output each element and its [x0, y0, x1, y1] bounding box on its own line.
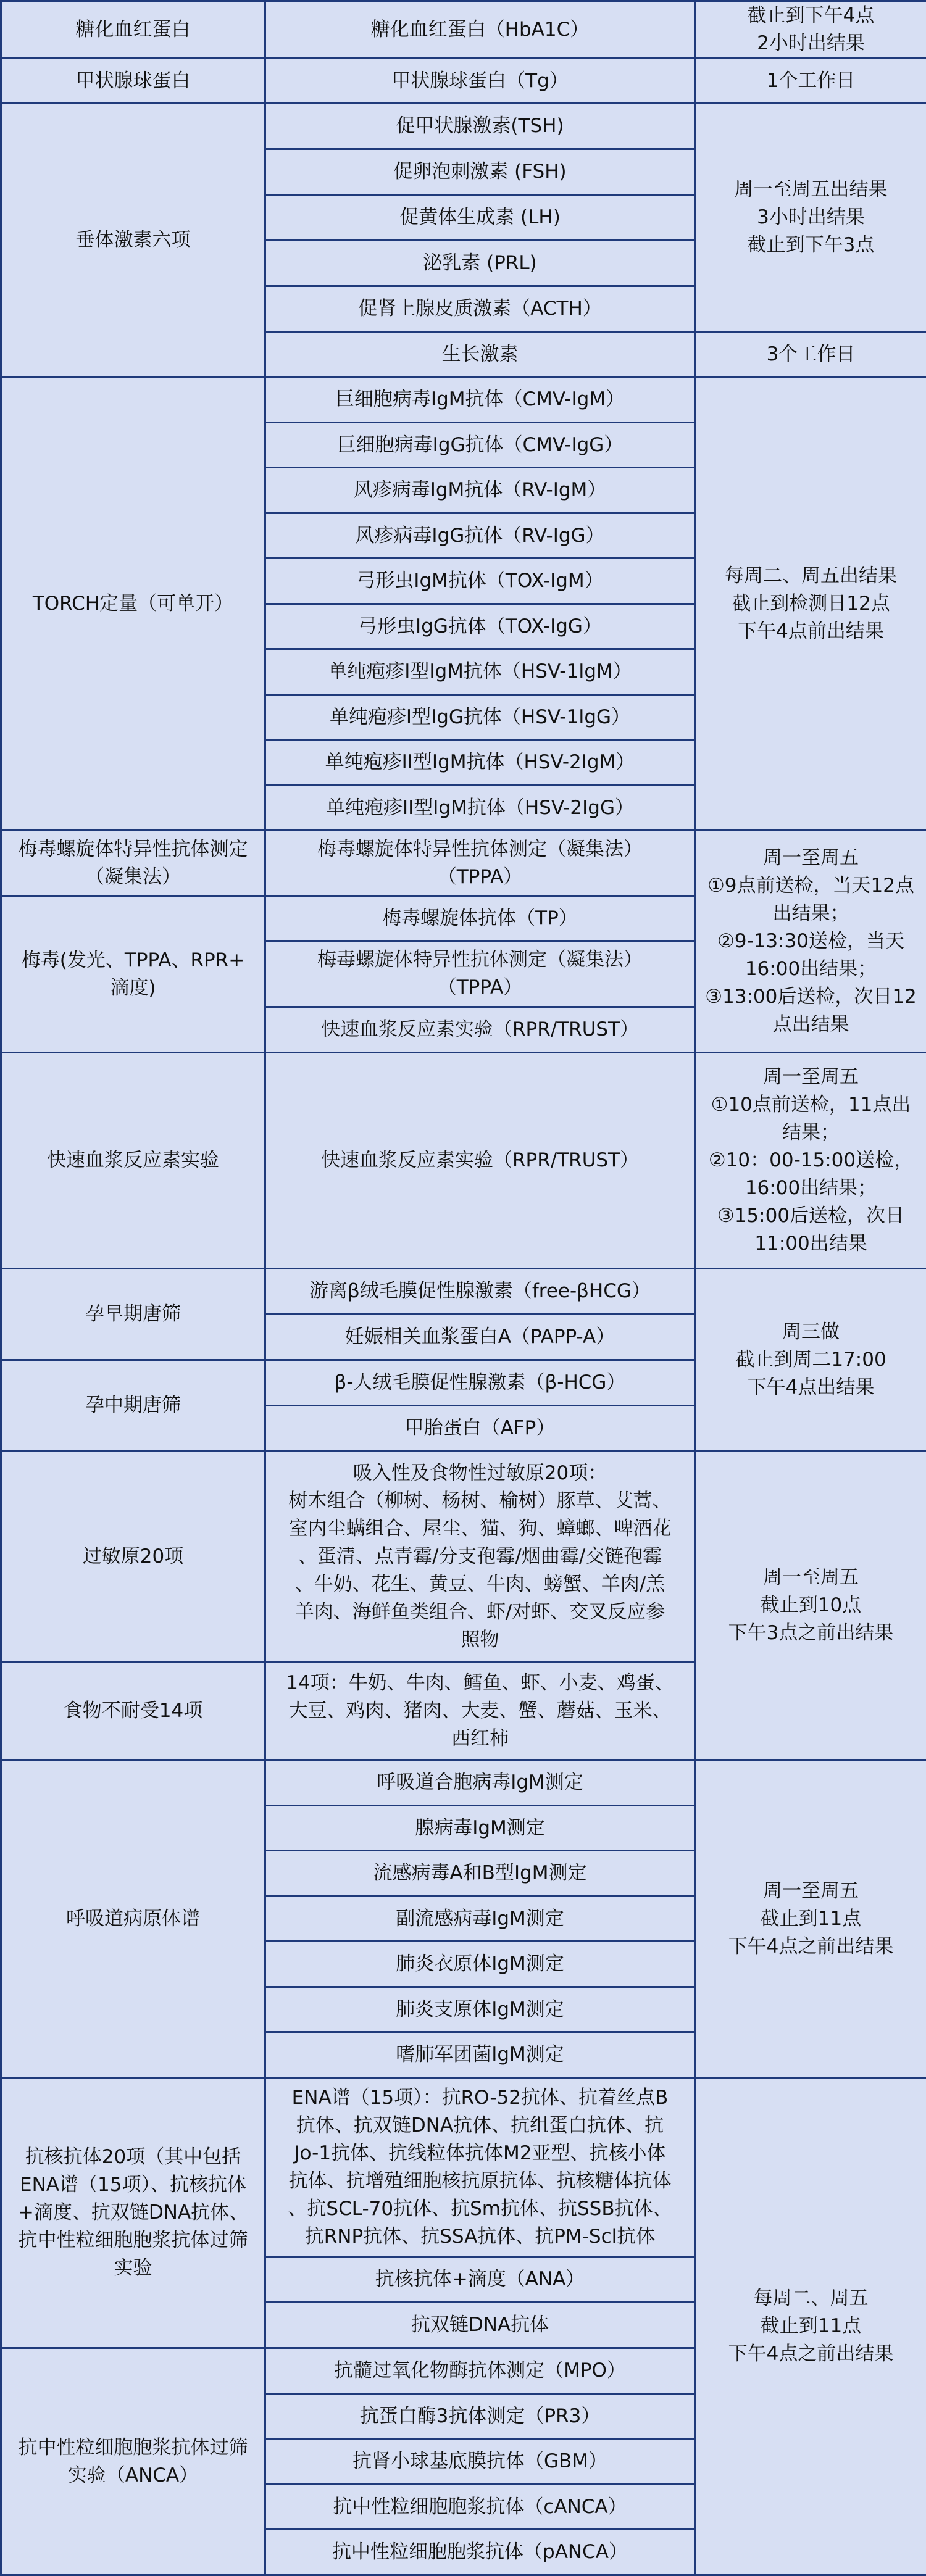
item-cell: 巨细胞病毒IgG抗体（CMV-IgG）: [265, 423, 695, 468]
item-cell: 抗中性粒细胞胞浆抗体（cANCA）: [265, 2485, 695, 2530]
item-cell: 甲胎蛋白（AFP）: [265, 1406, 695, 1452]
time-cell: 1个工作日: [695, 59, 926, 104]
item-cell: 副流感病毒IgM测定: [265, 1897, 695, 1942]
item-cell: 促肾上腺皮质激素（ACTH）: [265, 286, 695, 332]
item-cell: 抗核抗体+滴度（ANA）: [265, 2257, 695, 2303]
item-cell: 抗中性粒细胞胞浆抗体（pANCA）: [265, 2530, 695, 2575]
category-cell: 食物不耐受14项: [1, 1663, 265, 1760]
item-cell: 糖化血红蛋白（HbA1C）: [265, 1, 695, 59]
category-cell: 抗中性粒细胞胞浆抗体过筛 实验（ANCA）: [1, 2348, 265, 2575]
item-cell: 泌乳素 (PRL): [265, 241, 695, 286]
time-cell: 周三做 截止到周二17:00 下午4点出结果: [695, 1269, 926, 1452]
table-row: [1, 377, 926, 423]
item-cell: 嗜肺军团菌IgM测定: [265, 2032, 695, 2078]
item-cell: 游离β绒毛膜促性腺激素（free-βHCG）: [265, 1269, 695, 1315]
item-cell: 促卵泡刺激素 (FSH): [265, 149, 695, 195]
item-cell: 单纯疱疹II型IgM抗体（HSV-2IgM）: [265, 740, 695, 786]
table-row: [1, 1760, 926, 1806]
item-cell: 巨细胞病毒IgM抗体（CMV-IgM）: [265, 377, 695, 423]
category-cell: 甲状腺球蛋白: [1, 59, 265, 104]
item-cell: 抗肾小球基底膜抗体（GBM）: [265, 2439, 695, 2485]
time-cell: 每周二、周五出结果 截止到检测日12点 下午4点前出结果: [695, 377, 926, 831]
category-cell: 糖化血红蛋白: [1, 1, 265, 59]
category-cell: 快速血浆反应素实验: [1, 1053, 265, 1269]
time-cell: 每周二、周五 截止到11点 下午4点之前出结果: [695, 2078, 926, 2575]
time-cell: 周一至周五 截止到10点 下午3点之前出结果: [695, 1452, 926, 1760]
item-cell: 单纯疱疹I型IgM抗体（HSV-1IgM）: [265, 649, 695, 695]
time-cell: 截止到下午4点 2小时出结果: [695, 1, 926, 59]
table-row: [1, 104, 926, 149]
item-cell: 甲状腺球蛋白（Tg）: [265, 59, 695, 104]
table-row: [1, 59, 926, 104]
item-cell: 抗双链DNA抗体: [265, 2303, 695, 2348]
item-cell: 快速血浆反应素实验（RPR/TRUST）: [265, 1007, 695, 1053]
time-cell: 周一至周五 ①10点前送检，11点出 结果； ②10：00-15:00送检， 16:00出结果； ③15:00后送检，次日 11:00出结果: [695, 1053, 926, 1269]
time-cell: 周一至周五出结果 3小时出结果 截止到下午3点: [695, 104, 926, 332]
item-cell: 14项：牛奶、牛肉、鳕鱼、虾、小麦、鸡蛋、 大豆、鸡肉、猪肉、大麦、蟹、蘑菇、玉米、 西红柿: [265, 1663, 695, 1760]
time-cell: 3个工作日: [695, 332, 926, 377]
category-cell: 孕中期唐筛: [1, 1360, 265, 1452]
table-row: [1, 1053, 926, 1269]
item-cell: 抗蛋白酶3抗体测定（PR3）: [265, 2394, 695, 2439]
table-row: [1, 1452, 926, 1663]
category-cell: 梅毒(发光、TPPA、RPR+ 滴度): [1, 896, 265, 1053]
item-cell: 单纯疱疹II型IgM抗体（HSV-2IgG）: [265, 786, 695, 831]
item-cell: 快速血浆反应素实验（RPR/TRUST）: [265, 1053, 695, 1269]
item-cell: 流感病毒A和B型IgM测定: [265, 1851, 695, 1897]
item-cell: 梅毒螺旋体特异性抗体测定（凝集法） （TPPA）: [265, 831, 695, 896]
item-cell: 肺炎衣原体IgM测定: [265, 1942, 695, 1987]
item-cell: 梅毒螺旋体特异性抗体测定（凝集法） （TPPA）: [265, 941, 695, 1007]
item-cell: 抗髓过氧化物酶抗体测定（MPO）: [265, 2348, 695, 2394]
item-cell: 呼吸道合胞病毒IgM测定: [265, 1760, 695, 1806]
category-cell: 梅毒螺旋体特异性抗体测定 （凝集法）: [1, 831, 265, 896]
category-cell: 抗核抗体20项（其中包括 ENA谱（15项）、抗核抗体 +滴度、抗双链DNA抗体、 抗中性粒细胞胞浆抗体过筛 实验: [1, 2078, 265, 2348]
item-cell: 弓形虫IgG抗体（TOX-IgG）: [265, 604, 695, 649]
item-cell: 风疹病毒IgG抗体（RV-IgG）: [265, 513, 695, 559]
category-cell: 过敏原20项: [1, 1452, 265, 1663]
item-cell: 单纯疱疹I型IgG抗体（HSV-1IgG）: [265, 695, 695, 740]
item-cell: 风疹病毒IgM抗体（RV-IgM）: [265, 468, 695, 513]
table-row: [1, 1, 926, 59]
item-cell: 梅毒螺旋体抗体（TP）: [265, 896, 695, 941]
item-cell: 妊娠相关血浆蛋白A（PAPP-A）: [265, 1315, 695, 1360]
item-cell: 促黄体生成素 (LH): [265, 195, 695, 241]
item-cell: 弓形虫IgM抗体（TOX-IgM）: [265, 559, 695, 604]
category-cell: 孕早期唐筛: [1, 1269, 265, 1360]
item-cell: 腺病毒IgM测定: [265, 1806, 695, 1851]
item-cell: 生长激素: [265, 332, 695, 377]
time-cell: 周一至周五 截止到11点 下午4点之前出结果: [695, 1760, 926, 2078]
table-row: [1, 2078, 926, 2257]
item-cell: 吸入性及食物性过敏原20项： 树木组合（柳树、杨树、榆树）豚草、艾蒿、 室内尘螨组合、屋尘、猫、狗、蟑螂、啤酒花 、蛋清、点青霉/分支孢霉/烟曲霉/交链孢霉 、牛奶、花生、黄豆、牛肉、螃蟹、羊肉/羔 羊肉、海鲜鱼类组合、虾/对虾、交叉反应参 照物: [265, 1452, 695, 1663]
table-row: [1, 1269, 926, 1315]
table-row: [1, 831, 926, 896]
category-cell: 呼吸道病原体谱: [1, 1760, 265, 2078]
item-cell: ENA谱（15项）：抗RO-52抗体、抗着丝点B 抗体、抗双链DNA抗体、抗组蛋白抗体、抗 Jo-1抗体、抗线粒体抗体M2亚型、抗核小体 抗体、抗增殖细胞核抗原抗体、抗核糖体抗体 、抗SCL-70抗体、抗Sm抗体、抗SSB抗体、 抗RNP抗体、抗SSA抗体、抗PM-Scl抗体: [265, 2078, 695, 2257]
time-cell: 周一至周五 ①9点前送检，当天12点 出结果； ②9-13:30送检，当天 16:00出结果； ③13:00后送检，次日12 点出结果: [695, 831, 926, 1053]
item-cell: 肺炎支原体IgM测定: [265, 1987, 695, 2032]
item-cell: 促甲状腺激素(TSH): [265, 104, 695, 149]
category-cell: 垂体激素六项: [1, 104, 265, 377]
item-cell: β-人绒毛膜促性腺激素（β-HCG）: [265, 1360, 695, 1406]
category-cell: TORCH定量（可单开）: [1, 377, 265, 831]
